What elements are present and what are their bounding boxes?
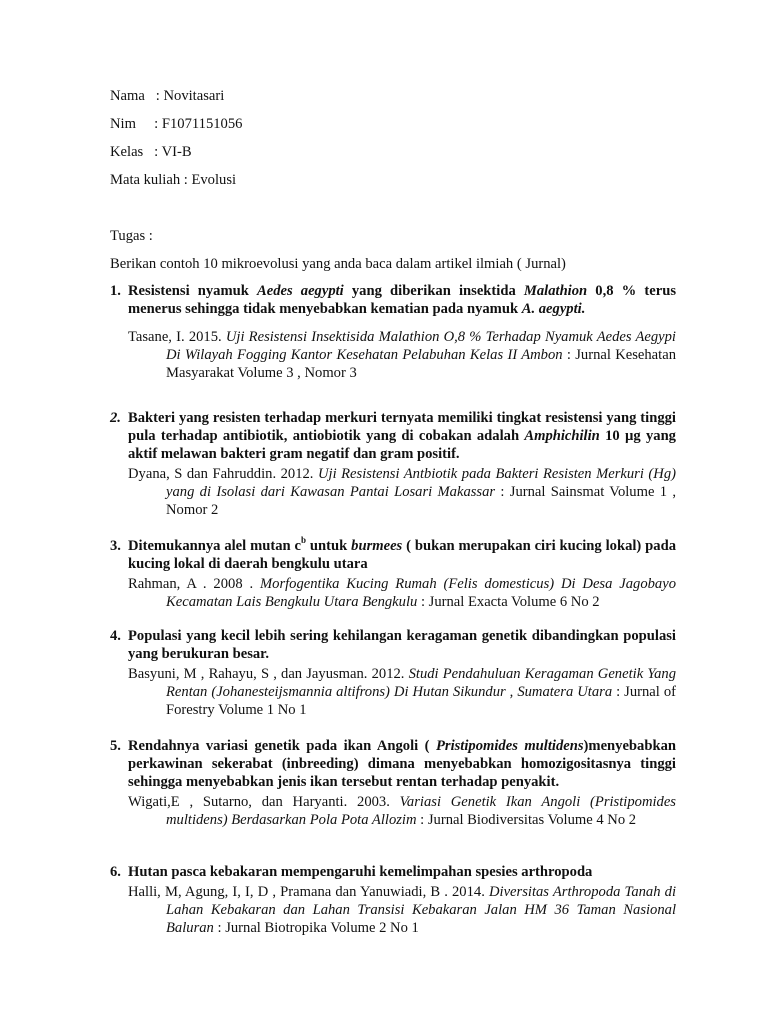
text-run: ( bukan merupakan ciri kucing lokal) pada kucing lokal di daerah bengkulu utara (128, 538, 676, 572)
item-number: 2. (110, 410, 121, 426)
text-run: Ditemukannya alel mutan c (128, 538, 302, 554)
text-run: : Jurnal Sainsmat Volume 1 , Nomor 2 (166, 484, 677, 518)
italic-text: Uji Resistensi Insektisida Malathion O,8 % Terhadap Nyamuk Aedes Aegypi Di Wilayah Fogging Kantor Kesehatan Pelabuhan Kelas II Ambon (166, 329, 676, 363)
item-number: 1. (110, 283, 121, 299)
italic-text: Diversitas Arthropoda Tanah di Lahan Kebakaran dan Lahan Transisi Kebakaran Jalan HM 36 Taman Nasional Baluran (166, 884, 676, 936)
student-nim: Nim : F1071151056 (110, 116, 243, 132)
text-run: Rendahnya variasi genetik pada ikan Angoli ( (128, 738, 436, 754)
item-reference (110, 465, 676, 519)
italic-text: burmees (351, 538, 403, 554)
text-run: 10 µg yang aktif melawan bakteri gram negatif dan gram positif. (128, 428, 676, 462)
text-run: )menyebabkan perkawinan sekerabat (inbreeding) dimana menyebabkan homozigositasnya tinggi sehingga menyebabkan jenis ikan tersebut rentan terhadap penyakit. (128, 738, 676, 790)
item-statement (128, 863, 676, 881)
list-item (110, 737, 676, 829)
text-run: Hutan pasca kebakaran mempengaruhi kemelimpahan spesies arthropoda (128, 864, 593, 880)
italic-text: Studi Pendahuluan Keragaman Genetik Yang Rentan (Johanesteijsmannia altifrons) Di Hutan Sikundur , Sumatera Utara (166, 666, 676, 700)
item-reference (110, 328, 676, 382)
text-run: : Jurnal Kesehatan Masyarakat Volume 3 , Nomor 3 (166, 347, 676, 381)
item-number: 3. (110, 538, 121, 554)
list-item (110, 863, 676, 937)
student-name: Nama : Novitasari (110, 88, 225, 104)
item-reference (110, 665, 676, 719)
italic-text: Morfogentika Kucing Rumah (Felis domesticus) Di Desa Jagobayo Kecamatan Lais Bengkulu Utara Bengkulu (166, 576, 676, 610)
text-run: : Jurnal Biotropika Volume 2 No 1 (213, 920, 419, 936)
item-statement (128, 537, 676, 573)
item-number: 5. (110, 738, 121, 754)
italic-text: Aedes aegypti (256, 283, 344, 299)
italic-text: Variasi Genetik Ikan Angoli (Pristipomides multidens) Berdasarkan Pola Pota Allozim (166, 794, 676, 828)
item-statement (128, 627, 676, 663)
text-run: 0,8 % terus menerus sehingga tidak menyebabkan kematian pada nyamuk (128, 283, 676, 317)
item-statement (128, 409, 676, 463)
text-run: : Jurnal Biodiversitas Volume 4 No 2 (416, 812, 637, 828)
text-run: Populasi yang kecil lebih sering kehilangan keragaman genetik dibandingkan populasi yang berukuran besar. (128, 628, 676, 662)
item-number: 4. (110, 628, 121, 644)
student-class: Kelas : VI-B (110, 144, 192, 160)
italic-text: Amphichilin (524, 428, 600, 444)
assignment-instruction: Berikan contoh 10 mikroevolusi yang anda baca dalam artikel ilmiah ( Jurnal) (110, 256, 566, 272)
text-run: untuk (306, 538, 352, 554)
item-reference (110, 575, 676, 611)
superscript-text: b (301, 535, 307, 546)
assignment-label: Tugas : (110, 228, 153, 244)
text-run: Rahman, A . 2008 . (128, 576, 260, 592)
text-run: Dyana, S dan Fahruddin. 2012. (128, 466, 318, 482)
text-run: : Jurnal of Forestry Volume 1 No 1 (166, 684, 676, 718)
text-run: Halli, M, Agung, I, I, D , Pramana dan Yanuwiadi, B . 2014. (128, 884, 489, 900)
course-name: Mata kuliah : Evolusi (110, 172, 237, 188)
italic-text: Uji Resistensi Antbiotik pada Bakteri Resisten Merkuri (Hg) yang di Isolasi dari Kawasan Pantai Losari Makassar (166, 466, 676, 500)
text-run: Wigati,E , Sutarno, dan Haryanti. 2003. (128, 794, 400, 810)
list-item (110, 409, 676, 519)
text-run: Bakteri yang resisten terhadap merkuri ternyata memiliki tingkat resistensi yang tinggi pula terhadap antibiotik, antiobiotik yang di cobakan adalah (128, 410, 676, 444)
text-run: Tasane, I. 2015. (128, 329, 226, 345)
item-reference (110, 793, 676, 829)
italic-text: Malathion (523, 283, 588, 299)
item-number: 6. (110, 864, 121, 880)
text-run: Resistensi nyamuk (128, 283, 257, 299)
item-statement (128, 282, 676, 318)
text-run: yang diberikan insektida (343, 283, 524, 299)
item-statement (128, 737, 676, 791)
list-item (110, 282, 676, 382)
list-item (110, 627, 676, 719)
text-run: Basyuni, M , Rahayu, S , dan Jayusman. 2012. (128, 666, 409, 682)
italic-text: A. aegypti. (521, 301, 586, 317)
item-reference (110, 883, 676, 937)
text-run: : Jurnal Exacta Volume 6 No 2 (417, 594, 600, 610)
list-item (110, 537, 676, 611)
italic-text: Pristipomides multidens (435, 738, 584, 754)
